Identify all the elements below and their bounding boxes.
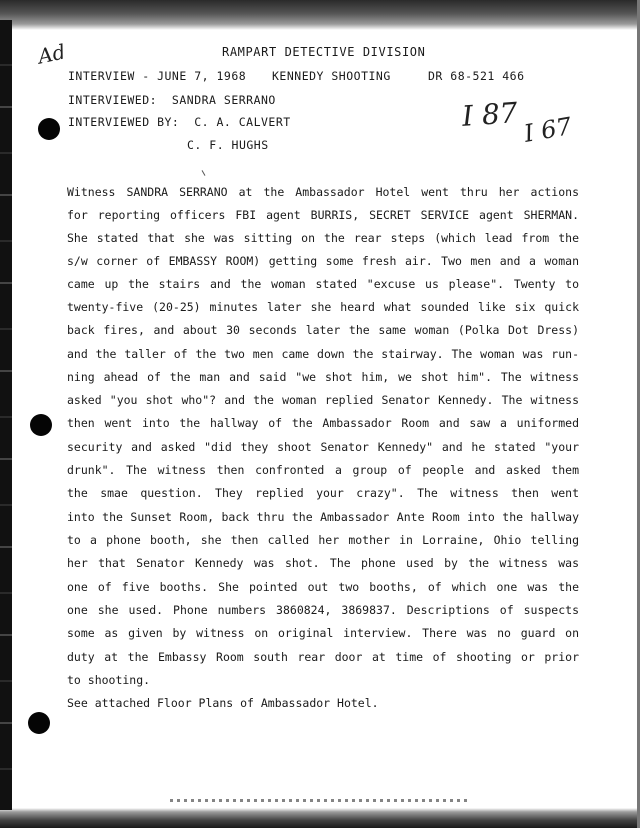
closing-line: See attached Floor Plans of Ambassador Hotel. (67, 696, 379, 710)
scan-left-border (0, 20, 12, 810)
body-line: then went into the hallway of the Ambassador Room and saw a uniformed (67, 416, 579, 430)
interviewed-by-second: C. F. HUGHS (187, 138, 269, 152)
body-line: into the Sunset Room, back thru the Ambassador Ante Room into the hallway (67, 510, 579, 524)
case-name: KENNEDY SHOOTING (272, 69, 391, 83)
body-line: one she used. Phone numbers 3860824, 3869837. Descriptions of suspects (67, 603, 579, 617)
punch-hole-bottom (28, 712, 50, 734)
body-line: one of five booths. She pointed out two booths, of which one was the (67, 580, 579, 594)
body-line: her that Senator Kennedy was shot. The phone used by the witness was (67, 556, 579, 570)
interviewed-line: INTERVIEWED: SANDRA SERRANO (68, 93, 276, 107)
handwritten-initials: Ad (35, 39, 68, 69)
body-line: Witness SANDRA SERRANO at the Ambassador Hotel went thru her actions (67, 185, 579, 199)
body-line: back fires, and about 30 seconds later the same woman (Polka Dot Dress) (67, 323, 579, 337)
scan-smudge (170, 799, 470, 802)
body-line: the smae question. They replied your crazy". The witness then went (67, 486, 579, 500)
body-line: s/w corner of EMBASSY ROOM) getting some fresh air. Two men and a woman (67, 254, 579, 268)
body-line: twenty-five (20-25) minutes later she heard what sounded like six quick (67, 300, 579, 314)
body-line: some as given by witness on original interview. There was no guard on (67, 626, 579, 640)
interview-date: INTERVIEW - JUNE 7, 1968 (68, 69, 247, 83)
body-line: for reporting officers FBI agent BURRIS, SECRET SERVICE agent SHERMAN. (67, 208, 579, 222)
body-line: to a phone booth, she then called her mother in Lorraine, Ohio telling (67, 533, 579, 547)
body-line: and the taller of the two men came down the stairway. The woman was run- (67, 347, 579, 361)
body-line: ning ahead of the man and said "we shot him, we shot him". The witness (67, 370, 579, 384)
body-line: She stated that she was sitting on the rear steps (which lead from the (67, 231, 579, 245)
stray-mark (202, 170, 206, 176)
body-line: to shooting. (67, 673, 151, 687)
punch-hole-middle (30, 414, 52, 436)
body-line: drunk". The witness then confronted a group of people and asked them (67, 463, 579, 477)
handwritten-mark-2: I 67 (521, 112, 574, 148)
punch-hole-top (38, 118, 60, 140)
interviewed-by-line: INTERVIEWED BY: C. A. CALVERT (68, 115, 291, 129)
handwritten-mark-1: I 87 (460, 96, 519, 133)
scan-bottom-border (0, 808, 640, 828)
body-line: came up the stairs and the woman stated "excuse us please". Twenty to (67, 277, 579, 291)
division-title: RAMPART DETECTIVE DIVISION (222, 45, 426, 59)
body-line: duty at the Embassy Room south rear door at time of shooting or prior (67, 650, 579, 664)
body-line: asked "you shot who"? and the woman replied Senator Kennedy. The witness (67, 393, 579, 407)
dr-number: DR 68-521 466 (428, 69, 525, 83)
body-line: security and asked "did they shoot Senator Kennedy" and he stated "your (67, 440, 579, 454)
scan-top-border (0, 0, 640, 30)
